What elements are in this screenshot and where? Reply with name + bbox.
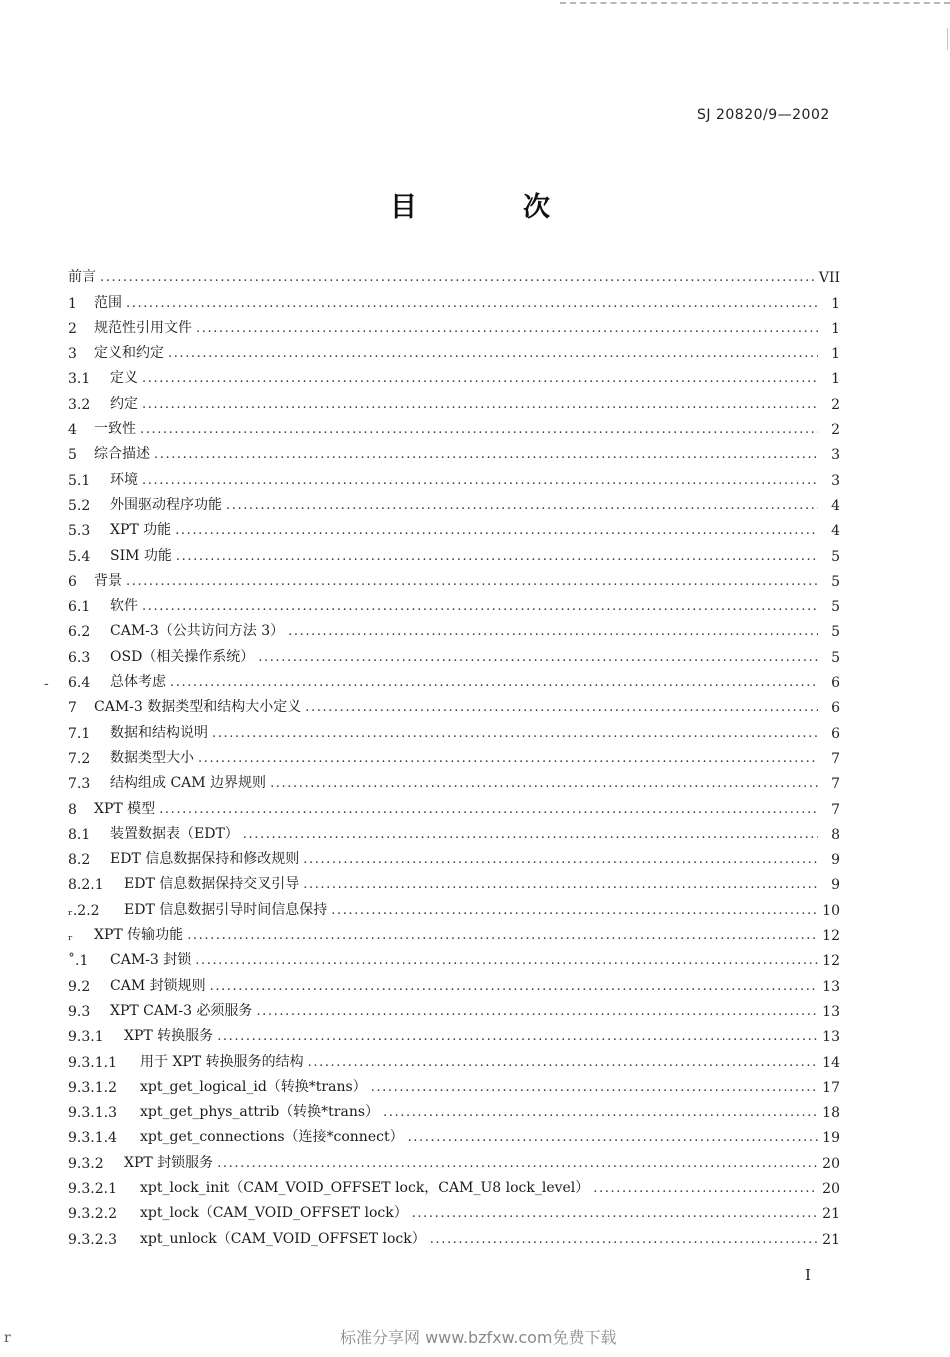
toc-entry-number: 9.3.2 <box>68 1155 104 1172</box>
toc-entry-title: EDT 信息数据保持和修改规则 <box>110 851 300 868</box>
toc-entry-leader <box>371 1080 818 1096</box>
toc-entry[interactable] <box>68 514 840 539</box>
toc-entry-title: 规范性引用文件 <box>94 319 192 336</box>
toc-entry-page: 2 <box>831 422 840 439</box>
toc-entry-number: 7 <box>68 700 77 717</box>
toc-entry[interactable] <box>68 792 840 817</box>
toc-entry-leader <box>176 549 818 565</box>
toc-entry-number: 5.3 <box>68 523 91 540</box>
toc-entry-page: 1 <box>831 320 840 337</box>
toc-entry-page: 19 <box>822 1130 840 1147</box>
document-code: SJ 20820/9—2002 <box>697 107 830 123</box>
toc-entry-leader <box>258 650 818 666</box>
toc-entry[interactable] <box>68 489 840 514</box>
toc-entry-leader <box>593 1181 818 1197</box>
toc-entry-leader <box>140 422 818 438</box>
toc-entry-title: XPT 功能 <box>110 522 172 539</box>
toc-entry-title: CAM-3 数据类型和结构大小定义 <box>94 699 302 716</box>
toc-entry-title: EDT 信息数据引导时间信息保持 <box>124 901 328 918</box>
toc-entry-page: VII <box>818 270 840 287</box>
toc-entry-title: 用于 XPT 转换服务的结构 <box>140 1053 304 1070</box>
toc-entry-number: 5.1 <box>68 472 91 489</box>
toc-entry[interactable] <box>68 742 840 767</box>
toc-entry-number: 9.2 <box>68 978 91 995</box>
toc-entry-title: 软件 <box>110 598 138 615</box>
toc-entry-number: 8.2 <box>68 852 91 869</box>
toc-entry[interactable] <box>68 666 840 691</box>
toc-entry-title: 装置数据表（EDT） <box>110 825 239 842</box>
toc-entry-page: 4 <box>831 523 840 540</box>
toc-entry-title: 定义和约定 <box>94 345 164 362</box>
toc-entry-page: 1 <box>831 371 840 388</box>
toc-entry-page: 20 <box>822 1155 840 1172</box>
toc-entry-number: 8.2.1 <box>68 877 104 894</box>
toc-entry-title: 数据类型大小 <box>110 749 194 766</box>
toc-entry-number: ˚.1 <box>68 953 89 970</box>
toc-entry-title: 外围驱动程序功能 <box>110 496 222 513</box>
toc-entry-title: SIM 功能 <box>110 547 172 564</box>
toc-entry[interactable] <box>68 893 840 918</box>
toc-entry-page: 6 <box>831 725 840 742</box>
toc-entry-title: EDT 信息数据保持交叉引导 <box>124 876 300 893</box>
toc-entry-page: 8 <box>831 826 840 843</box>
toc-entry-title: 结构组成 CAM 边界规则 <box>110 775 267 792</box>
toc-entry-number: 9.3.1.4 <box>68 1130 117 1147</box>
toc-entry-leader <box>305 700 818 716</box>
toc-entry[interactable] <box>68 286 840 311</box>
toc-entry-leader <box>142 473 818 489</box>
toc-entry-leader <box>154 447 818 463</box>
toc-entry-page: 12 <box>822 953 840 970</box>
toc-entry-title: OSD（相关操作系统） <box>110 648 255 665</box>
toc-entry-page: 12 <box>822 928 840 945</box>
toc-entry-page: 9 <box>831 877 840 894</box>
toc-heading-char-2: 次 <box>523 192 550 223</box>
toc-entry-leader <box>175 523 818 539</box>
toc-entry-title: 约定 <box>110 395 138 412</box>
toc-entry-number: 7.3 <box>68 776 91 793</box>
toc-entry-title: 数据和结构说明 <box>110 724 208 741</box>
toc-entry-page: 7 <box>831 776 840 793</box>
toc-entry-page: 21 <box>822 1206 840 1223</box>
toc-entry[interactable] <box>68 1045 840 1070</box>
toc-entry-number: 6.4 <box>68 675 91 692</box>
toc-entry-page: 10 <box>822 902 840 919</box>
toc-entry-page: 6 <box>831 675 840 692</box>
toc-heading-char-1: 目 <box>390 192 417 223</box>
toc-entry-page: 17 <box>822 1079 840 1096</box>
toc-entry[interactable] <box>68 590 840 615</box>
toc-entry-leader <box>217 1156 818 1172</box>
toc-entry-leader <box>270 776 818 792</box>
toc-entry-number: 9.3.2.2 <box>68 1206 117 1223</box>
toc-entry[interactable] <box>68 995 840 1020</box>
toc-entry-number: 2 <box>68 320 77 337</box>
toc-entry[interactable] <box>68 1020 840 1045</box>
toc-entry-leader <box>198 751 818 767</box>
toc-entry-page: 1 <box>831 346 840 363</box>
page-number: I <box>805 1266 811 1284</box>
toc-list <box>68 261 840 1248</box>
toc-entry-page: 1 <box>831 295 840 312</box>
toc-entry[interactable] <box>68 1172 840 1197</box>
toc-entry-number: 5 <box>68 447 77 464</box>
toc-entry-page: 20 <box>822 1180 840 1197</box>
toc-entry-title: XPT 传输功能 <box>94 927 184 944</box>
toc-entry[interactable] <box>68 1096 840 1121</box>
toc-entry-title: XPT CAM-3 必须服务 <box>110 1002 253 1019</box>
toc-entry-number: ᵣ.2.2 <box>68 902 100 919</box>
toc-entry-leader <box>256 1004 818 1020</box>
toc-entry-leader <box>303 852 818 868</box>
toc-entry[interactable] <box>68 615 840 640</box>
toc-entry-number: 7.1 <box>68 725 91 742</box>
toc-entry-number: 4 <box>68 422 77 439</box>
watermark: 标准分享网 www.bzfxw.com免费下载 <box>340 1328 617 1347</box>
toc-entry-number: 6 <box>68 573 77 590</box>
toc-entry[interactable] <box>68 438 840 463</box>
toc-entry-number: 3.1 <box>68 371 91 388</box>
toc-entry-page: 5 <box>831 599 840 616</box>
toc-entry[interactable] <box>68 969 840 994</box>
toc-entry-page: 5 <box>831 548 840 565</box>
toc-entry-leader <box>170 675 818 691</box>
toc-entry-title: xpt_get_connections（连接*connect） <box>140 1129 404 1146</box>
toc-entry-number: 9.3.2.3 <box>68 1231 117 1248</box>
toc-entry-leader <box>100 270 815 286</box>
toc-entry[interactable] <box>68 818 840 843</box>
toc-entry-page: 6 <box>831 700 840 717</box>
toc-entry-leader <box>142 371 818 387</box>
toc-entry-number: 1 <box>68 295 77 312</box>
toc-entry-title: xpt_get_phys_attrib（转换*trans） <box>140 1104 380 1121</box>
toc-entry-page: 3 <box>831 447 840 464</box>
toc-entry-leader <box>412 1206 818 1222</box>
scan-edge-right <box>947 28 948 50</box>
toc-entry[interactable] <box>68 868 840 893</box>
toc-entry-leader <box>126 574 818 590</box>
toc-entry-number: 8 <box>68 801 77 818</box>
toc-entry-number: 9.3.1.1 <box>68 1054 117 1071</box>
toc-entry-title: XPT 模型 <box>94 800 156 817</box>
toc-entry-leader <box>195 953 818 969</box>
margin-mark: - <box>44 676 49 692</box>
toc-entry-number: 6.3 <box>68 649 91 666</box>
toc-entry[interactable] <box>68 539 840 564</box>
toc-entry[interactable] <box>68 565 840 590</box>
toc-entry[interactable] <box>68 1121 840 1146</box>
toc-entry[interactable] <box>68 1071 840 1096</box>
toc-entry-page: 5 <box>831 649 840 666</box>
toc-entry-page: 9 <box>831 852 840 869</box>
toc-entry[interactable] <box>68 261 840 286</box>
toc-entry-number: 9.3.1.2 <box>68 1079 117 1096</box>
toc-entry-number: 5.4 <box>68 548 91 565</box>
toc-entry[interactable] <box>68 919 840 944</box>
toc-entry-number: 5.2 <box>68 497 91 514</box>
toc-entry-number: 9.3.1.3 <box>68 1105 117 1122</box>
toc-entry-page: 13 <box>822 1029 840 1046</box>
toc-entry-title: 前言 <box>68 269 96 286</box>
toc-entry[interactable] <box>68 843 840 868</box>
toc-entry-leader <box>303 877 818 893</box>
toc-entry-title: 范围 <box>94 294 122 311</box>
toc-entry-title: xpt_lock（CAM_VOID_OFFSET lock） <box>140 1205 408 1222</box>
toc-entry-page: 4 <box>831 497 840 514</box>
toc-entry-leader <box>196 321 818 337</box>
toc-heading <box>390 185 550 224</box>
toc-entry[interactable] <box>68 1146 840 1171</box>
toc-entry-page: 7 <box>831 750 840 767</box>
toc-entry-title: CAM 封锁规则 <box>110 977 206 994</box>
toc-entry-number: 7.2 <box>68 750 91 767</box>
toc-entry-title: 一致性 <box>94 421 136 438</box>
toc-entry-number: ᵣ <box>68 928 73 945</box>
toc-entry[interactable] <box>68 1222 840 1247</box>
toc-entry-leader <box>126 296 818 312</box>
toc-entry-title: xpt_get_logical_id（转换*trans） <box>140 1078 367 1095</box>
toc-entry-page: 7 <box>831 801 840 818</box>
toc-entry[interactable] <box>68 944 840 969</box>
toc-entry-title: 环境 <box>110 471 138 488</box>
toc-entry-title: XPT 转换服务 <box>124 1028 214 1045</box>
toc-entry-page: 21 <box>822 1231 840 1248</box>
toc-entry-leader <box>308 1055 818 1071</box>
toc-entry-number: 9.3.2.1 <box>68 1180 117 1197</box>
toc-entry-leader <box>243 827 818 843</box>
toc-entry[interactable] <box>68 312 840 337</box>
toc-entry-leader <box>210 979 818 995</box>
toc-entry[interactable] <box>68 767 840 792</box>
toc-entry-title: 背景 <box>94 572 122 589</box>
toc-entry-leader <box>187 928 818 944</box>
toc-entry-page: 13 <box>822 978 840 995</box>
toc-entry-title: XPT 封锁服务 <box>124 1154 214 1171</box>
toc-entry-title: 定义 <box>110 370 138 387</box>
toc-entry-page: 13 <box>822 1003 840 1020</box>
toc-entry-leader <box>408 1130 818 1146</box>
toc-entry-page: 18 <box>822 1105 840 1122</box>
toc-entry[interactable] <box>68 362 840 387</box>
toc-entry-leader <box>331 903 818 919</box>
toc-entry-leader <box>226 498 818 514</box>
toc-entry-title: xpt_unlock（CAM_VOID_OFFSET lock） <box>140 1230 426 1247</box>
toc-entry-title: CAM-3 封锁 <box>110 952 192 969</box>
toc-entry-page: 3 <box>831 472 840 489</box>
toc-entry[interactable] <box>68 640 840 665</box>
toc-entry-number: 9.3.1 <box>68 1029 104 1046</box>
toc-entry-leader <box>142 397 818 413</box>
toc-entry-leader <box>168 346 818 362</box>
toc-entry[interactable] <box>68 463 840 488</box>
toc-entry[interactable] <box>68 337 840 362</box>
toc-entry[interactable] <box>68 691 840 716</box>
toc-entry-number: 8.1 <box>68 826 91 843</box>
toc-entry-leader <box>430 1232 818 1248</box>
toc-entry-leader <box>142 599 818 615</box>
toc-entry-page: 5 <box>831 573 840 590</box>
toc-entry-leader <box>159 802 818 818</box>
toc-entry-number: 3 <box>68 346 77 363</box>
toc-entry-page: 5 <box>831 624 840 641</box>
toc-entry-page: 2 <box>831 396 840 413</box>
toc-entry-leader <box>217 1029 818 1045</box>
toc-entry-title: 总体考虑 <box>110 674 166 691</box>
toc-entry[interactable] <box>68 716 840 741</box>
toc-entry-title: 综合描述 <box>94 446 150 463</box>
toc-entry[interactable] <box>68 1197 840 1222</box>
toc-entry-number: 6.2 <box>68 624 91 641</box>
toc-entry-leader <box>383 1105 818 1121</box>
toc-entry-title: CAM-3（公共访问方法 3） <box>110 623 285 640</box>
toc-entry-number: 6.1 <box>68 599 91 616</box>
toc-entry-number: 9.3 <box>68 1003 91 1020</box>
toc-entry-page: 14 <box>822 1054 840 1071</box>
toc-entry-leader <box>212 726 818 742</box>
scan-edge-top <box>560 2 950 4</box>
toc-entry-leader <box>288 624 818 640</box>
toc-entry-number: 3.2 <box>68 396 91 413</box>
corner-mark: r <box>4 1330 11 1346</box>
toc-entry-title: xpt_lock_init（CAM_VOID_OFFSET lock，CAM_U8 lock_level） <box>140 1179 590 1196</box>
toc-entry[interactable] <box>68 387 840 412</box>
toc-entry[interactable] <box>68 413 840 438</box>
